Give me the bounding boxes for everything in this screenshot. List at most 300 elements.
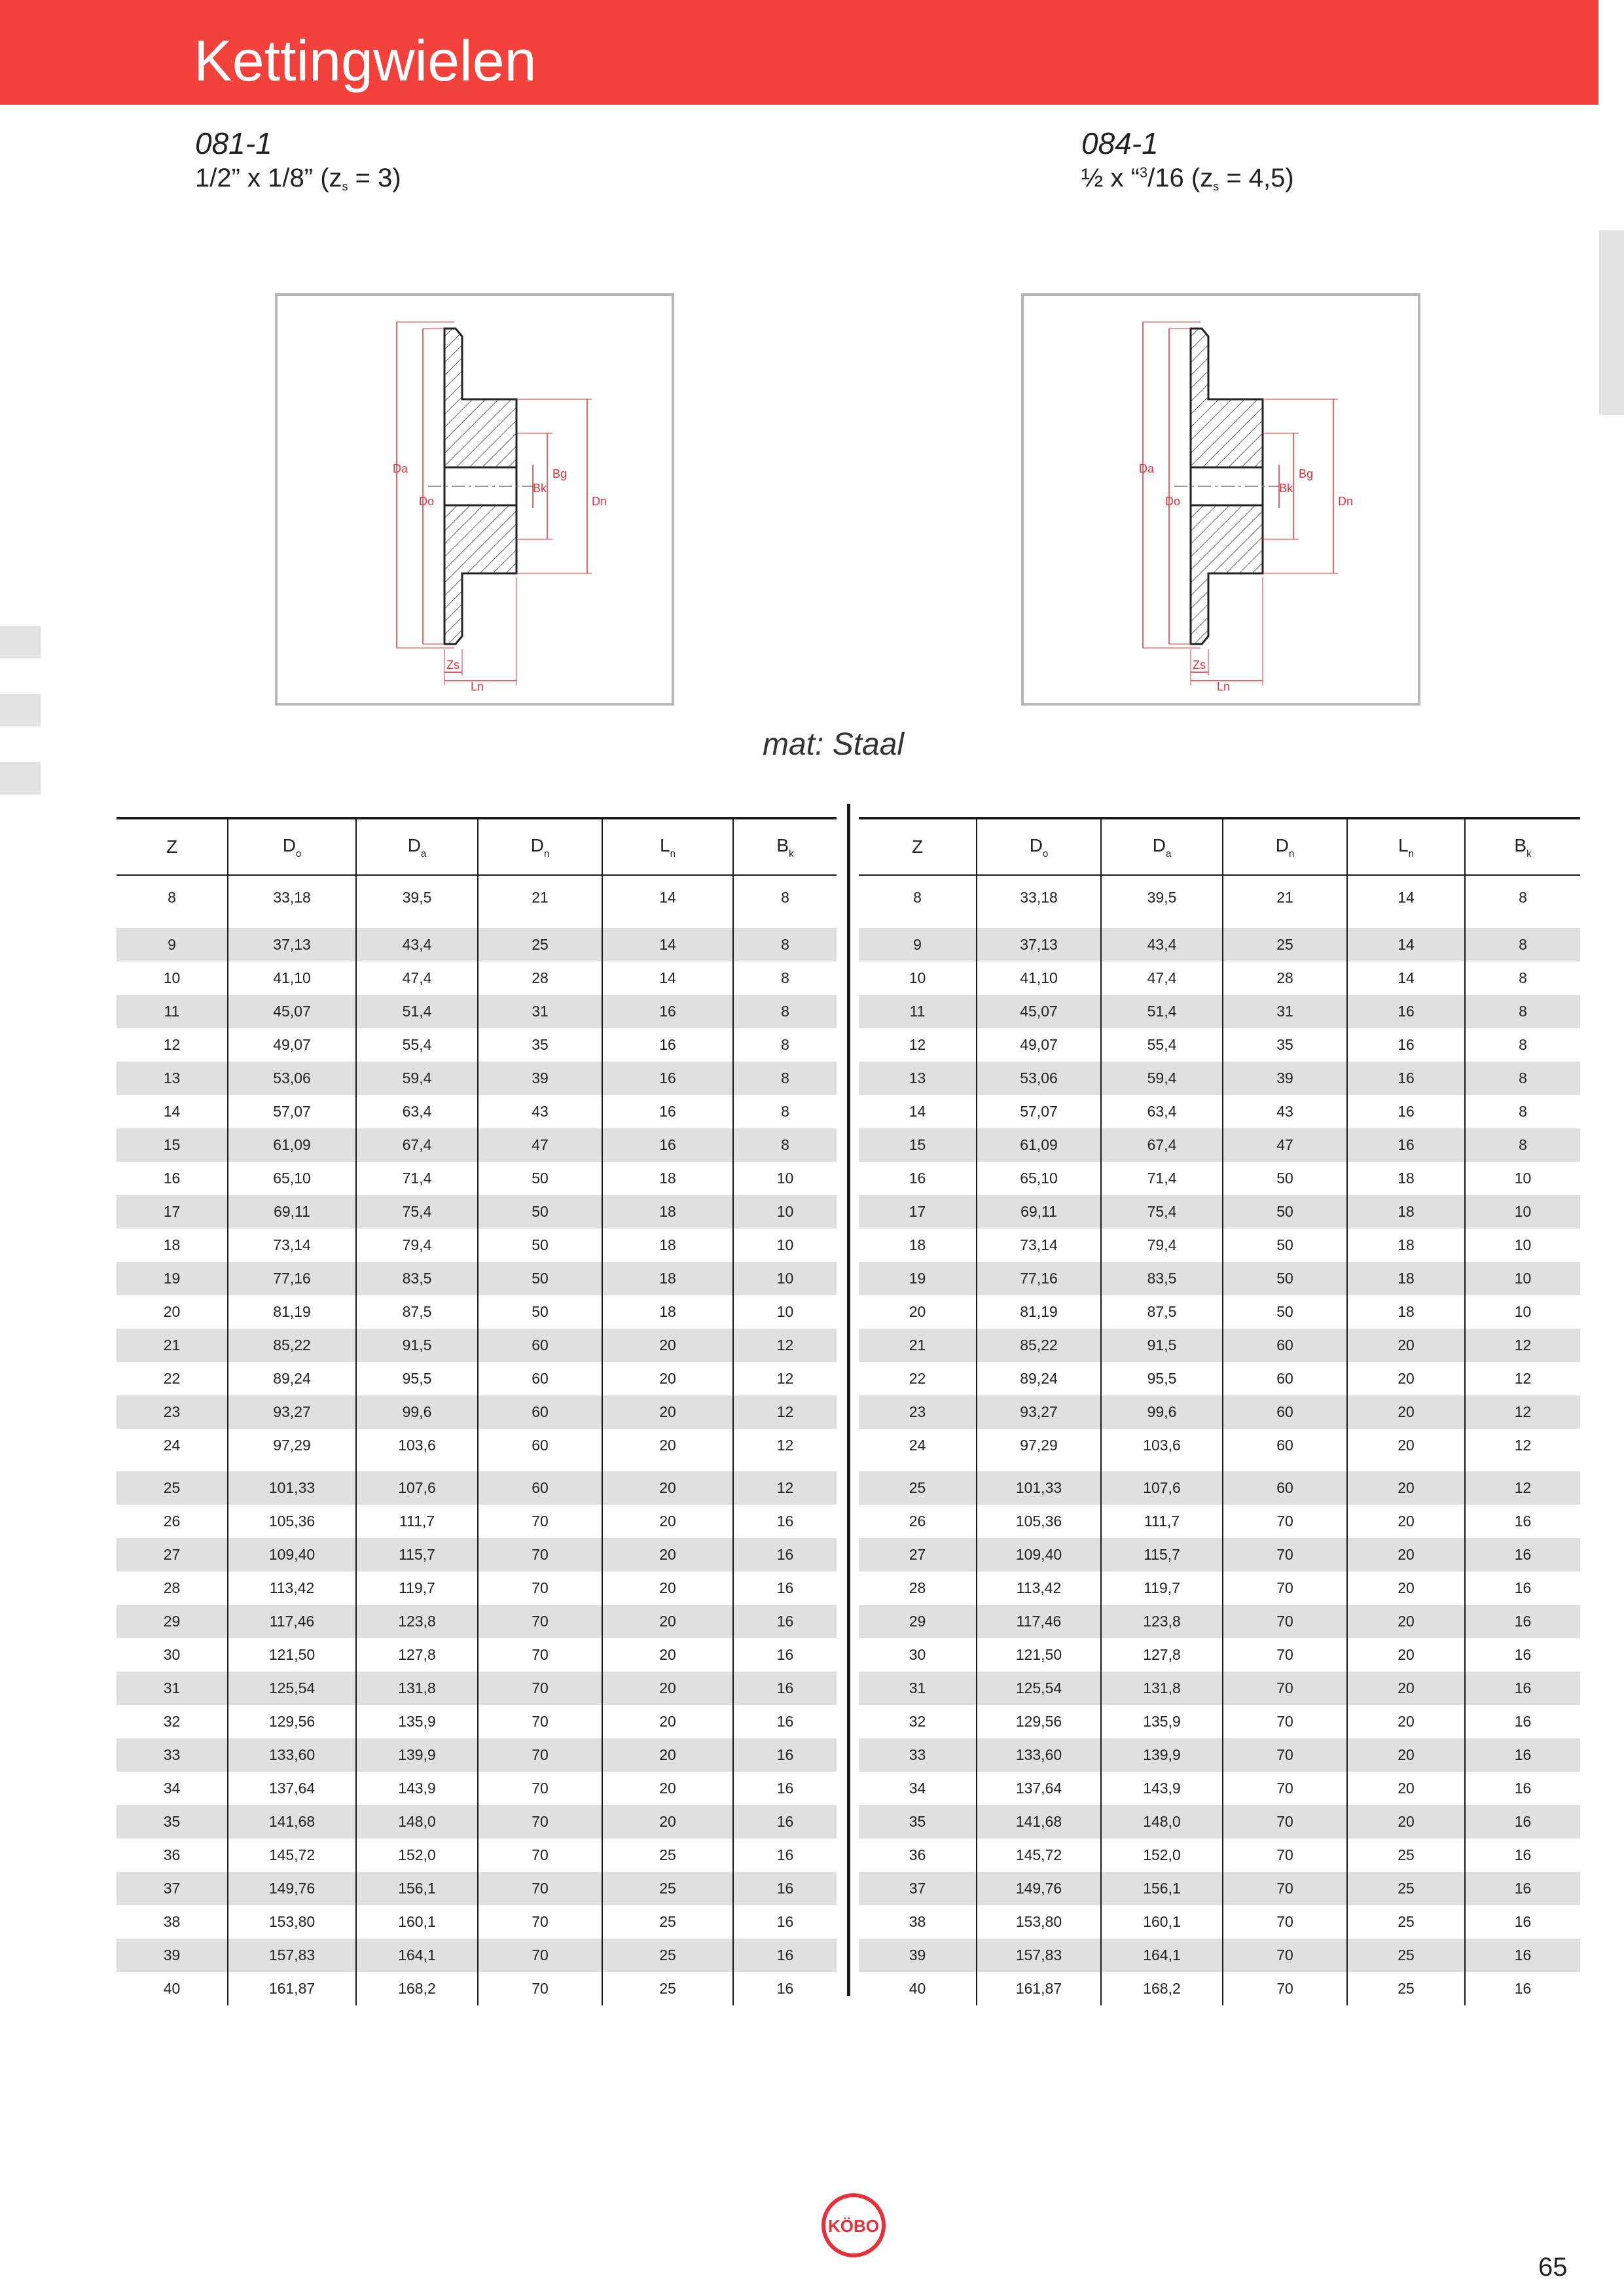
side-tab-left-1 bbox=[0, 626, 41, 658]
table-cell: 131,8 bbox=[1101, 1672, 1223, 1705]
table-cell: 152,0 bbox=[1101, 1839, 1223, 1872]
table-cell: 145,72 bbox=[228, 1839, 356, 1872]
table-cell: 20 bbox=[602, 1738, 733, 1772]
table-cell: 93,27 bbox=[228, 1395, 356, 1429]
table-cell: 73,14 bbox=[977, 1229, 1101, 1262]
table-cell: 43 bbox=[478, 1095, 602, 1128]
table-cell: 16 bbox=[1465, 1538, 1580, 1571]
table-cell: 16 bbox=[1347, 995, 1465, 1028]
table-row bbox=[859, 1638, 1580, 1672]
table-cell: 69,11 bbox=[228, 1195, 356, 1229]
table-cell: 71,4 bbox=[356, 1162, 478, 1195]
table-cell: 20 bbox=[1347, 1505, 1465, 1538]
product-spec-main: 1/2” x 1/8” (z bbox=[195, 164, 342, 192]
table-cell: 77,16 bbox=[977, 1262, 1101, 1295]
column-header bbox=[228, 818, 356, 875]
table-cell: 8 bbox=[1465, 1095, 1580, 1128]
table-cell: 27 bbox=[859, 1538, 977, 1571]
drawing-label-zs: Zs bbox=[446, 658, 460, 672]
table-cell: 16 bbox=[602, 995, 733, 1028]
column-header bbox=[977, 818, 1101, 875]
table-cell: 9 bbox=[859, 928, 977, 961]
table-cell: 10 bbox=[1465, 1195, 1580, 1229]
table-cell: 25 bbox=[1347, 1839, 1465, 1872]
table-cell: 16 bbox=[733, 1538, 837, 1571]
table-cell: 143,9 bbox=[356, 1772, 478, 1805]
table-cell: 141,68 bbox=[977, 1805, 1101, 1839]
table-cell: 133,60 bbox=[228, 1738, 356, 1772]
sprocket-table-084-1 bbox=[859, 817, 1580, 2005]
table-cell: 10 bbox=[733, 1162, 837, 1195]
table-cell: 39 bbox=[1223, 1062, 1347, 1095]
table-cell: 20 bbox=[1347, 1772, 1465, 1805]
table-row bbox=[859, 1195, 1580, 1229]
table-cell: 16 bbox=[1465, 1571, 1580, 1605]
table-cell: 50 bbox=[1223, 1229, 1347, 1262]
table-row bbox=[859, 995, 1580, 1028]
table-cell: 8 bbox=[1465, 1062, 1580, 1095]
table-cell: 70 bbox=[1223, 1672, 1347, 1705]
logo-text: KÖBO bbox=[828, 2216, 879, 2236]
table-cell: 8 bbox=[733, 1028, 837, 1062]
table-cell: 14 bbox=[602, 875, 733, 919]
drawing-label-ln: Ln bbox=[1217, 680, 1231, 693]
table-cell: 16 bbox=[733, 1905, 837, 1939]
table-cell: 55,4 bbox=[356, 1028, 478, 1062]
table-row bbox=[859, 961, 1580, 995]
table-cell: 25 bbox=[1223, 928, 1347, 961]
table-cell: 49,07 bbox=[228, 1028, 356, 1062]
table-cell: 111,7 bbox=[356, 1505, 478, 1538]
table-cell: 12 bbox=[733, 1362, 837, 1395]
table-cell: 20 bbox=[602, 1329, 733, 1362]
side-tab-left-3 bbox=[0, 762, 41, 795]
table-cell: 10 bbox=[1465, 1229, 1580, 1262]
table-cell: 20 bbox=[602, 1805, 733, 1839]
table-row bbox=[859, 1262, 1580, 1295]
table-cell: 85,22 bbox=[977, 1329, 1101, 1362]
column-header-sub: k bbox=[1526, 848, 1532, 859]
table-cell: 101,33 bbox=[977, 1471, 1101, 1505]
table-cell: 47 bbox=[478, 1128, 602, 1162]
table-cell: 25 bbox=[1347, 1872, 1465, 1905]
table-row bbox=[859, 1062, 1580, 1095]
table-cell: 16 bbox=[1465, 1638, 1580, 1672]
table-cell: 70 bbox=[478, 1772, 602, 1805]
table-row bbox=[859, 1429, 1580, 1462]
table-cell: 21 bbox=[478, 875, 602, 919]
table-cell: 16 bbox=[733, 1705, 837, 1738]
drawing-label-da: Da bbox=[1139, 462, 1155, 475]
table-row bbox=[117, 875, 837, 919]
drawing-label-do: Do bbox=[1165, 495, 1181, 508]
table-cell: 25 bbox=[1347, 1972, 1465, 2005]
table-cell: 73,14 bbox=[228, 1229, 356, 1262]
column-header-sub: a bbox=[1165, 848, 1172, 859]
table-cell: 70 bbox=[1223, 1505, 1347, 1538]
table-cell: 143,9 bbox=[1101, 1772, 1223, 1805]
table-cell: 16 bbox=[602, 1095, 733, 1128]
table-row bbox=[859, 1538, 1580, 1571]
table-cell: 28 bbox=[1223, 961, 1347, 995]
table-cell: 107,6 bbox=[1101, 1471, 1223, 1505]
table-cell: 70 bbox=[478, 1705, 602, 1738]
table-cell: 29 bbox=[859, 1605, 977, 1638]
table-cell: 23 bbox=[117, 1395, 228, 1429]
row-spacer bbox=[859, 919, 1580, 928]
table-cell: 43 bbox=[1223, 1095, 1347, 1128]
table-cell: 25 bbox=[859, 1471, 977, 1505]
table-cell: 99,6 bbox=[1101, 1395, 1223, 1429]
table-cell: 103,6 bbox=[1101, 1429, 1223, 1462]
product-code: 084-1 bbox=[1081, 126, 1159, 160]
table-cell: 16 bbox=[1465, 1872, 1580, 1905]
table-cell: 20 bbox=[1347, 1571, 1465, 1605]
table-row bbox=[117, 1195, 837, 1229]
table-row bbox=[859, 875, 1580, 919]
table-cell: 22 bbox=[909, 1370, 926, 1387]
table-cell: 70 bbox=[1223, 1738, 1347, 1772]
table-cell: 70 bbox=[478, 1505, 602, 1538]
table-cell: 135,9 bbox=[1101, 1705, 1223, 1738]
table-cell: 16 bbox=[733, 1738, 837, 1772]
spacer-cell bbox=[1465, 919, 1580, 928]
table-cell: 65,10 bbox=[228, 1162, 356, 1195]
table-cell: 51,4 bbox=[356, 995, 478, 1028]
table-cell: 31 bbox=[859, 1672, 977, 1705]
table-cell: 91,5 bbox=[1101, 1329, 1223, 1362]
spacer-cell bbox=[1465, 1462, 1580, 1471]
table-cell: 117,46 bbox=[977, 1605, 1101, 1638]
column-header-sub: k bbox=[789, 848, 794, 859]
table-row bbox=[117, 1705, 837, 1738]
table-cell: 109,40 bbox=[228, 1538, 356, 1571]
spacer-cell bbox=[1101, 1462, 1223, 1471]
table-cell: 45,07 bbox=[977, 995, 1101, 1028]
table-cell: 20 bbox=[1347, 1429, 1465, 1462]
sprocket-section-drawing bbox=[278, 296, 677, 708]
drawing-label-bk: Bk bbox=[1279, 482, 1293, 495]
table-cell: 60 bbox=[1223, 1471, 1347, 1505]
spacer-cell bbox=[228, 919, 356, 928]
table-cell: 18 bbox=[602, 1162, 733, 1195]
table-row bbox=[859, 1362, 1580, 1395]
table-cell: 31 bbox=[1223, 995, 1347, 1028]
drawing-label-bg: Bg bbox=[552, 467, 568, 480]
table-cell: 79,4 bbox=[356, 1229, 478, 1262]
table-cell: 24 bbox=[163, 1437, 181, 1454]
table-cell: 29 bbox=[117, 1605, 228, 1638]
table-cell: 25 bbox=[602, 1905, 733, 1939]
table-cell: 13 bbox=[117, 1062, 228, 1095]
table-cell: 77,16 bbox=[228, 1262, 356, 1295]
table-row bbox=[117, 1162, 837, 1195]
table-cell: 50 bbox=[1223, 1195, 1347, 1229]
table-cell: 160,1 bbox=[356, 1905, 478, 1939]
table-cell: 12 bbox=[1465, 1471, 1580, 1505]
sprocket-lower-section bbox=[1191, 505, 1263, 644]
table-cell: 16 bbox=[1347, 1128, 1465, 1162]
table-cell: 20 bbox=[1347, 1805, 1465, 1839]
table-cell: 16 bbox=[733, 1772, 837, 1805]
table-cell: 70 bbox=[1223, 1939, 1347, 1972]
table-cell: 16 bbox=[733, 1571, 837, 1605]
table-cell: 91,5 bbox=[356, 1329, 478, 1362]
table-cell: 149,76 bbox=[228, 1872, 356, 1905]
row-spacer bbox=[117, 919, 837, 928]
table-cell: 38 bbox=[163, 1913, 181, 1930]
table-row bbox=[859, 1805, 1580, 1839]
table-cell: 57,07 bbox=[228, 1095, 356, 1128]
table-cell: 43,4 bbox=[356, 928, 478, 961]
spacer-cell bbox=[1223, 1462, 1347, 1471]
spacer-cell bbox=[977, 919, 1101, 928]
row-spacer bbox=[117, 1462, 837, 1471]
table-cell: 18 bbox=[1347, 1295, 1465, 1329]
column-header bbox=[1223, 818, 1347, 875]
table-cell: 16 bbox=[1465, 1839, 1580, 1872]
table-cell: 149,76 bbox=[977, 1872, 1101, 1905]
table-cell: 105,36 bbox=[228, 1505, 356, 1538]
table-cell: 10 bbox=[163, 969, 181, 986]
table-cell: 31 bbox=[117, 1672, 228, 1705]
table-row bbox=[117, 1672, 837, 1705]
table-row bbox=[859, 1605, 1580, 1638]
table-cell: 105,36 bbox=[977, 1505, 1101, 1538]
table-cell: 43,4 bbox=[1101, 928, 1223, 961]
column-header-sub: o bbox=[1042, 848, 1049, 859]
table-cell: 67,4 bbox=[356, 1128, 478, 1162]
table-cell: 97,29 bbox=[228, 1429, 356, 1462]
table-cell: 70 bbox=[478, 1905, 602, 1939]
table-cell: 70 bbox=[1223, 1839, 1347, 1872]
table-cell: 16 bbox=[602, 1028, 733, 1062]
table-cell: 83,5 bbox=[356, 1262, 478, 1295]
spacer-cell bbox=[1101, 919, 1223, 928]
table-cell: 16 bbox=[733, 1605, 837, 1638]
table-cell: 17 bbox=[117, 1195, 228, 1229]
table-cell: 35 bbox=[478, 1028, 602, 1062]
table-cell: 32 bbox=[909, 1713, 926, 1730]
table-cell: 8 bbox=[733, 995, 837, 1028]
table-cell: 37,13 bbox=[228, 928, 356, 961]
table-cell: 37 bbox=[117, 1872, 228, 1905]
table-cell: 20 bbox=[602, 1638, 733, 1672]
table-row bbox=[117, 1229, 837, 1262]
table-cell: 18 bbox=[1347, 1162, 1465, 1195]
table-cell: 8 bbox=[733, 1062, 837, 1095]
table-cell: 47,4 bbox=[356, 961, 478, 995]
table-cell: 139,9 bbox=[356, 1738, 478, 1772]
table-row bbox=[859, 1505, 1580, 1538]
table-row bbox=[117, 1095, 837, 1128]
table-cell: 117,46 bbox=[228, 1605, 356, 1638]
column-header-main: D bbox=[407, 834, 421, 855]
table-cell: 12 bbox=[1465, 1429, 1580, 1462]
table-row bbox=[117, 1605, 837, 1638]
table-cell: 10 bbox=[1465, 1295, 1580, 1329]
table-cell: 18 bbox=[602, 1262, 733, 1295]
table-row bbox=[859, 1329, 1580, 1362]
table-cell: 16 bbox=[1465, 1705, 1580, 1738]
table-cell: 33,18 bbox=[977, 875, 1101, 919]
column-header bbox=[1101, 818, 1223, 875]
table-cell: 65,10 bbox=[977, 1162, 1101, 1195]
spacer-cell bbox=[117, 919, 228, 928]
column-header-main: Z bbox=[911, 836, 924, 857]
table-cell: 59,4 bbox=[1101, 1062, 1223, 1095]
column-header-main: B bbox=[776, 834, 789, 855]
table-row bbox=[859, 1672, 1580, 1705]
table-cell: 95,5 bbox=[356, 1362, 478, 1395]
table-cell: 123,8 bbox=[1101, 1605, 1223, 1638]
column-header-main: L bbox=[660, 834, 670, 855]
table-cell: 95,5 bbox=[1101, 1362, 1223, 1395]
table-cell: 25 bbox=[1347, 1939, 1465, 1972]
table-cell: 20 bbox=[602, 1605, 733, 1638]
sprocket-drawing-1 bbox=[275, 293, 674, 706]
table-cell: 50 bbox=[478, 1262, 602, 1295]
table-cell: 20 bbox=[602, 1471, 733, 1505]
table-row bbox=[859, 1905, 1580, 1939]
column-header-main: Z bbox=[166, 836, 178, 857]
table-row bbox=[117, 1571, 837, 1605]
table-cell: 12 bbox=[1465, 1362, 1580, 1395]
table-cell: 15 bbox=[117, 1128, 228, 1162]
table-row bbox=[117, 1905, 837, 1939]
sprocket-upper-section bbox=[444, 329, 516, 467]
table-cell: 20 bbox=[602, 1571, 733, 1605]
table-row bbox=[117, 928, 837, 961]
table-cell: 123,8 bbox=[356, 1605, 478, 1638]
table-cell: 125,54 bbox=[977, 1672, 1101, 1705]
table-cell: 11 bbox=[859, 995, 977, 1028]
table-cell: 40 bbox=[909, 1980, 926, 1997]
table-cell: 70 bbox=[1223, 1972, 1347, 2005]
table-cell: 161,87 bbox=[977, 1972, 1101, 2005]
table-cell: 14 bbox=[602, 961, 733, 995]
table-row bbox=[117, 1329, 837, 1362]
table-cell: 28 bbox=[909, 1579, 926, 1596]
table-cell: 113,42 bbox=[228, 1571, 356, 1605]
table-row bbox=[859, 928, 1580, 961]
table-cell: 10 bbox=[909, 969, 926, 986]
table-cell: 16 bbox=[1465, 1672, 1580, 1705]
table-cell: 152,0 bbox=[356, 1839, 478, 1872]
table-cell: 8 bbox=[1465, 875, 1580, 919]
table-cell: 20 bbox=[602, 1505, 733, 1538]
table-cell: 19 bbox=[859, 1262, 977, 1295]
table-cell: 61,09 bbox=[977, 1128, 1101, 1162]
table-cell: 50 bbox=[1223, 1295, 1347, 1329]
table-cell: 141,68 bbox=[228, 1805, 356, 1839]
table-cell: 89,24 bbox=[977, 1362, 1101, 1395]
table-row bbox=[859, 1471, 1580, 1505]
table-cell: 20 bbox=[602, 1672, 733, 1705]
table-cell: 14 bbox=[909, 1103, 926, 1120]
table-cell: 18 bbox=[163, 1236, 181, 1253]
table-cell: 47,4 bbox=[1101, 961, 1223, 995]
table-cell: 57,07 bbox=[977, 1095, 1101, 1128]
table-cell: 70 bbox=[1223, 1571, 1347, 1605]
table-row bbox=[117, 1362, 837, 1395]
drawing-label-ln: Ln bbox=[471, 680, 484, 693]
kobo-logo bbox=[821, 2193, 886, 2258]
table-row bbox=[859, 1972, 1580, 2005]
table-cell: 25 bbox=[478, 928, 602, 961]
table-row bbox=[859, 1095, 1580, 1128]
table-cell: 45,07 bbox=[228, 995, 356, 1028]
table-cell: 153,80 bbox=[977, 1905, 1101, 1939]
table-cell: 70 bbox=[1223, 1638, 1347, 1672]
table-cell: 18 bbox=[909, 1236, 926, 1253]
table-cell: 39,5 bbox=[1101, 875, 1223, 919]
table-cell: 8 bbox=[168, 888, 176, 906]
table-cell: 18 bbox=[602, 1229, 733, 1262]
table-cell: 137,64 bbox=[977, 1772, 1101, 1805]
drawing-label-zs: Zs bbox=[1193, 658, 1206, 672]
table-cell: 10 bbox=[733, 1229, 837, 1262]
table-cell: 41,10 bbox=[228, 961, 356, 995]
table-cell: 16 bbox=[1465, 1905, 1580, 1939]
table-cell: 157,83 bbox=[228, 1939, 356, 1972]
table-cell: 16 bbox=[733, 1872, 837, 1905]
table-cell: 15 bbox=[859, 1128, 977, 1162]
table-row bbox=[859, 1229, 1580, 1262]
table-cell: 12 bbox=[163, 1036, 181, 1053]
product-spec-sub: s bbox=[1213, 180, 1219, 193]
table-cell: 20 bbox=[1347, 1329, 1465, 1362]
table-cell: 131,8 bbox=[356, 1672, 478, 1705]
table-row bbox=[859, 1295, 1580, 1329]
table-cell: 103,6 bbox=[356, 1429, 478, 1462]
table-cell: 139,9 bbox=[1101, 1738, 1223, 1772]
table-cell: 70 bbox=[1223, 1805, 1347, 1839]
table-cell: 16 bbox=[733, 1939, 837, 1972]
table-cell: 133,60 bbox=[977, 1738, 1101, 1772]
table-cell: 8 bbox=[733, 961, 837, 995]
row-spacer bbox=[859, 1462, 1580, 1471]
table-cell: 16 bbox=[163, 1170, 181, 1187]
spacer-cell bbox=[859, 1462, 977, 1471]
spacer-cell bbox=[117, 1462, 228, 1471]
column-header bbox=[859, 818, 977, 875]
table-cell: 60 bbox=[478, 1329, 602, 1362]
spacer-cell bbox=[602, 1462, 733, 1471]
table-cell: 129,56 bbox=[228, 1705, 356, 1738]
table-cell: 25 bbox=[602, 1972, 733, 2005]
table-cell: 97,29 bbox=[977, 1429, 1101, 1462]
table-cell: 8 bbox=[733, 928, 837, 961]
table-cell: 50 bbox=[478, 1162, 602, 1195]
table-row bbox=[117, 1538, 837, 1571]
product-spec-sup: 3 bbox=[1139, 164, 1148, 181]
table-cell: 168,2 bbox=[356, 1972, 478, 2005]
table-cell: 22 bbox=[163, 1370, 181, 1387]
table-row bbox=[117, 1872, 837, 1905]
table-cell: 16 bbox=[733, 1839, 837, 1872]
spacer-cell bbox=[602, 919, 733, 928]
column-header-main: B bbox=[1514, 834, 1527, 855]
table-cell: 16 bbox=[1465, 1605, 1580, 1638]
column-header bbox=[733, 818, 837, 875]
table-row bbox=[117, 1062, 837, 1095]
column-header-main: D bbox=[1275, 834, 1289, 855]
table-cell: 14 bbox=[163, 1103, 181, 1120]
table-cell: 18 bbox=[602, 1295, 733, 1329]
table-row bbox=[117, 1471, 837, 1505]
table-cell: 47 bbox=[1223, 1128, 1347, 1162]
